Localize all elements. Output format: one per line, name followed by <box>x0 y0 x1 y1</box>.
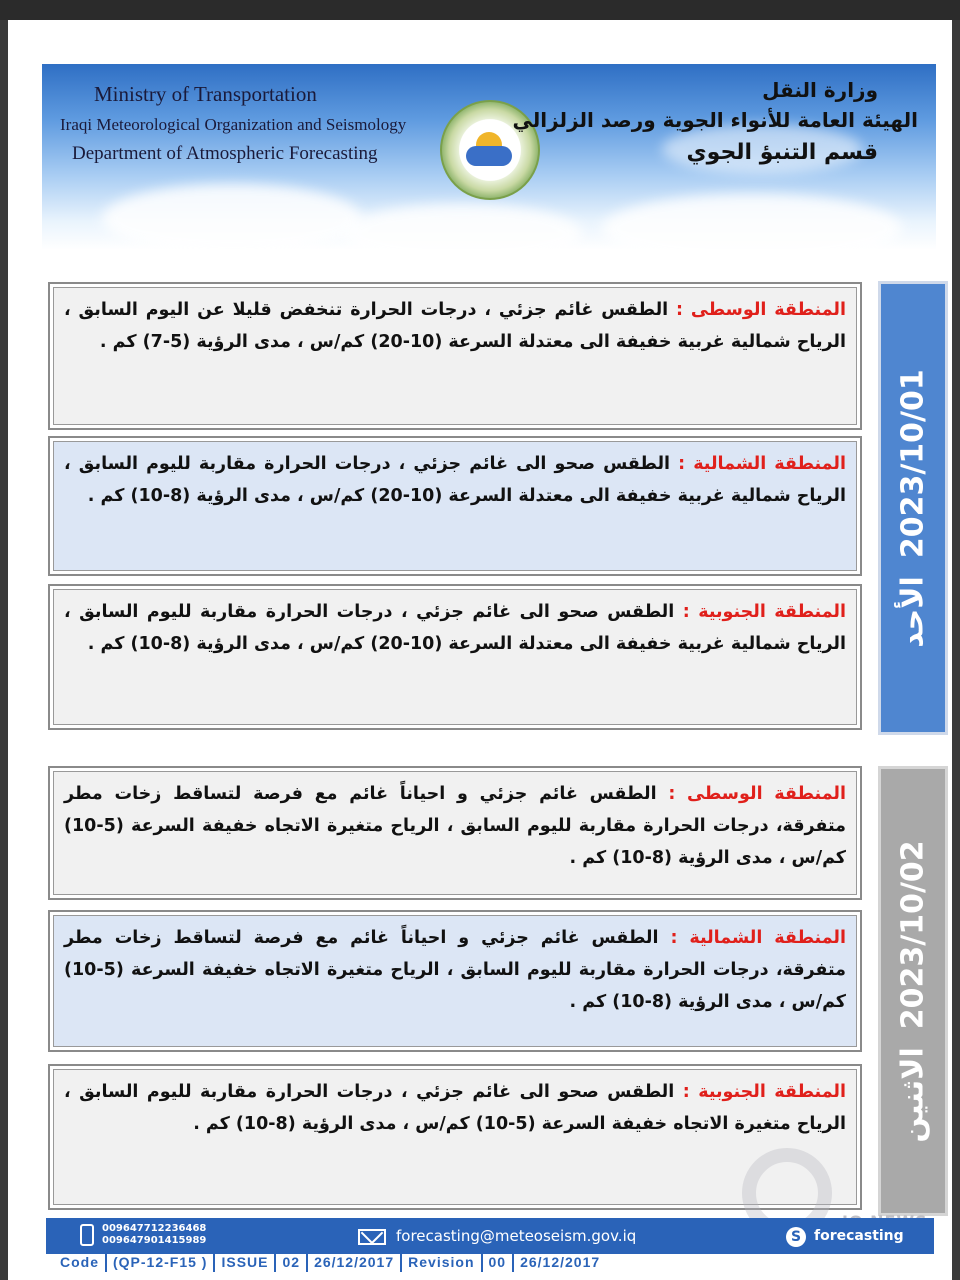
region-label: المنطقة الوسطى : <box>668 784 846 804</box>
region-forecast: الطقس صحو الى غائم جزئي ، درجات الحرارة مقاربة لليوم السابق ، الرياح شمالية غربية خفيفة الى معتدلة السرعة (10-20) كم/س ، مدى الرؤية (8-10) كم . <box>64 454 846 506</box>
revision-number: 00 <box>483 1254 515 1272</box>
day1-weekday: الأحد <box>895 575 931 648</box>
code-value: (QP-12-F15 ) <box>107 1254 215 1272</box>
region-label: المنطقة الشمالية : <box>678 454 846 474</box>
region-label: المنطقة الجنوبية : <box>682 1082 846 1102</box>
code-label: Code <box>46 1254 107 1272</box>
day2-weekday: الاثنين <box>895 1046 931 1143</box>
day2-southern-region <box>48 1064 862 1210</box>
day2-date: 2023/10/02 <box>895 839 931 1029</box>
issue-label: ISSUE <box>215 1254 276 1272</box>
top-bar <box>0 0 960 20</box>
skype-handle: forecasting <box>814 1228 904 1244</box>
day1-northern-region <box>48 436 862 576</box>
phone-number: 009647712236468 <box>102 1223 207 1234</box>
region-forecast: الطقس غائم جزئي ، درجات الحرارة تنخفض قليلا عن اليوم السابق ، الرياح شمالية غربية خفيفة الى معتدلة السرعة (10-20) كم/س ، مدى الرؤية (5-7) كم . <box>64 300 846 352</box>
right-frame <box>952 20 960 1280</box>
issue-date: 26/12/2017 <box>308 1254 402 1272</box>
header-banner <box>42 64 936 250</box>
organization-name-en: Iraqi Meteorological Organization and Seismology <box>60 115 407 134</box>
day1-central-region <box>48 282 862 430</box>
skype-icon: S <box>786 1227 806 1247</box>
english-title-block <box>60 82 406 165</box>
region-forecast: الطقس صحو الى غائم جزئي ، درجات الحرارة مقاربة لليوم السابق ، الرياح متغيرة الاتجاه خفيفة السرعة (5-10) كم/س ، مدى الرؤية (8-10) كم . <box>64 1082 846 1134</box>
day1-date-tab <box>878 281 948 735</box>
phone-icon <box>80 1224 94 1246</box>
footer <box>46 1218 934 1272</box>
arabic-title-block <box>513 78 918 165</box>
region-forecast: الطقس غائم جزئي و احياناً غائم مع فرصة لتساقط زخات مطر متفرقة، درجات الحرارة مقاربة لليوم السابق ، الرياح متغيرة الاتجاه خفيفة السرعة (5-10) كم/س ، مدى الرؤية (8-10) كم . <box>64 928 846 1012</box>
day1-southern-region <box>48 584 862 730</box>
revision-date: 26/12/2017 <box>514 1254 606 1272</box>
ministry-name-en: Ministry of Transportation <box>94 82 317 106</box>
region-forecast: الطقس غائم جزئي و احياناً غائم مع فرصة لتساقط زخات مطر متفرقة، درجات الحرارة مقاربة لليوم السابق ، الرياح متغيرة الاتجاه خفيفة السرعة (5-10) كم/س ، مدى الرؤية (8-10) كم . <box>64 784 846 868</box>
day1-date: 2023/10/01 <box>895 368 931 558</box>
day2-central-region <box>48 766 862 900</box>
region-label: المنطقة الجنوبية : <box>682 602 846 622</box>
region-forecast: الطقس صحو الى غائم جزئي ، درجات الحرارة مقاربة لليوم السابق ، الرياح شمالية غربية خفيفة الى معتدلة السرعة (10-20) كم/س ، مدى الرؤية (8-10) كم . <box>64 602 846 654</box>
contact-email[interactable]: forecasting@meteoseism.gov.iq <box>396 1227 637 1245</box>
organization-name-ar: الهيئة العامة للأنواء الجوية ورصد الزلزالي <box>512 108 918 132</box>
document-control-row <box>46 1253 934 1272</box>
department-name-en: Department of Atmospheric Forecasting <box>72 143 378 164</box>
day2-northern-region <box>48 910 862 1052</box>
phone-number: 009647901415989 <box>102 1235 207 1246</box>
ministry-name-ar: وزارة النقل <box>762 78 878 102</box>
department-name-ar: قسم التنبؤ الجوي <box>686 140 878 165</box>
region-label: المنطقة الشمالية : <box>670 928 846 948</box>
left-frame <box>0 20 8 1280</box>
day2-date-tab <box>878 766 948 1216</box>
region-label: المنطقة الوسطى : <box>676 300 846 320</box>
mail-icon <box>358 1229 386 1245</box>
issue-number: 02 <box>276 1254 308 1272</box>
revision-label: Revision <box>402 1254 482 1272</box>
phone-numbers <box>102 1223 206 1247</box>
